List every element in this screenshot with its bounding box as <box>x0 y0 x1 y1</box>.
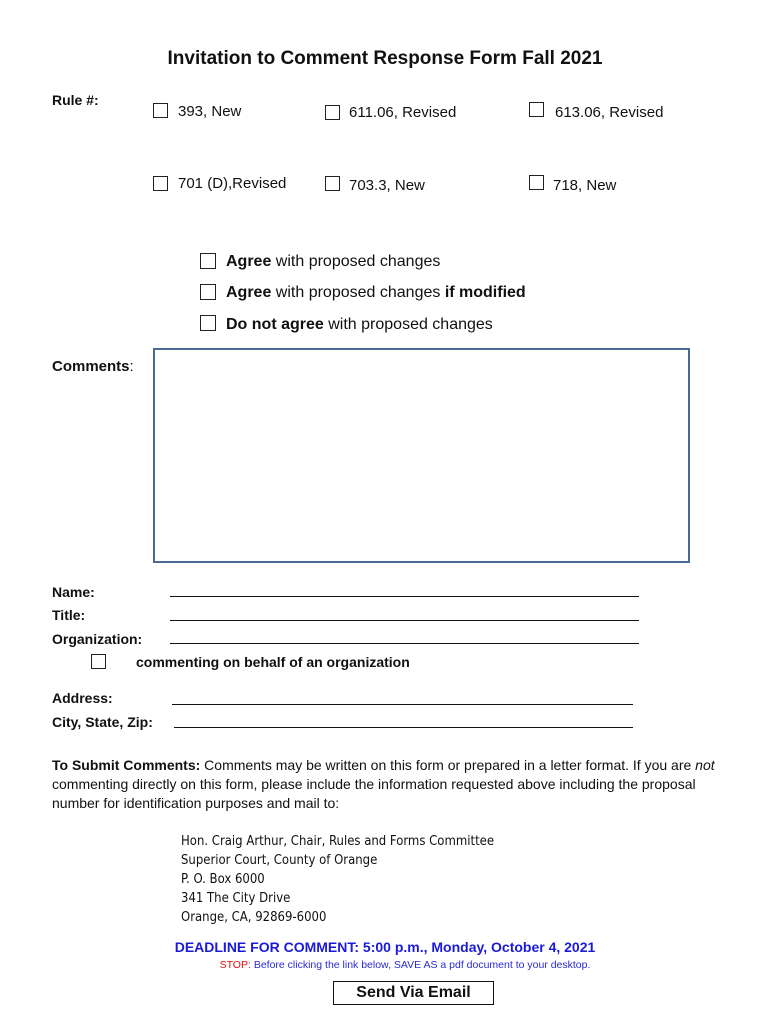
rule-718-label: 718, New <box>553 177 617 194</box>
address-line-2: Superior Court, County of Orange <box>181 853 378 868</box>
agree-label: Agree with proposed changes <box>226 253 441 270</box>
do-not-agree-checkbox[interactable] <box>200 315 216 331</box>
comments-textarea[interactable] <box>153 348 690 563</box>
submit-instructions: To Submit Comments: Comments may be written on this form or prepared in a letter format. If you are not commenting directly on this form, please include the information requested above including the proposal number for identification purposes and mail to: <box>52 757 715 811</box>
rule-393-checkbox[interactable] <box>153 103 168 118</box>
do-not-agree-label: Do not agree with proposed changes <box>226 316 493 333</box>
address-label: Address: <box>52 690 113 706</box>
rule-703-checkbox[interactable] <box>325 176 340 191</box>
rule-701-checkbox[interactable] <box>153 176 168 191</box>
address-input[interactable] <box>172 704 633 705</box>
page-title: Invitation to Comment Response Form Fall 2021 <box>167 48 603 69</box>
address-line-4: 341 The City Drive <box>181 891 291 906</box>
city-state-zip-input[interactable] <box>174 727 633 728</box>
agree-if-modified-label: Agree with proposed changes if modified <box>226 284 526 301</box>
on-behalf-checkbox[interactable] <box>91 654 106 669</box>
title-label: Title: <box>52 607 86 623</box>
agree-if-modified-checkbox[interactable] <box>200 284 216 300</box>
organization-input[interactable] <box>170 643 639 644</box>
address-line-5: Orange, CA, 92869-6000 <box>181 910 327 925</box>
stop-label: STOP: <box>219 959 251 971</box>
organization-label: Organization: <box>52 631 143 647</box>
agree-checkbox[interactable] <box>200 253 216 269</box>
rule-701-label: 701 (D),Revised <box>178 175 287 192</box>
comments-label: Comments: <box>52 358 134 375</box>
send-via-email-button[interactable]: Send Via Email <box>333 981 494 1005</box>
deadline-notice: DEADLINE FOR COMMENT: 5:00 p.m., Monday, October 4, 2021 <box>174 939 596 955</box>
rule-718-checkbox[interactable] <box>529 175 544 190</box>
city-state-zip-label: City, State, Zip: <box>52 714 153 730</box>
on-behalf-label: commenting on behalf of an organization <box>136 654 410 670</box>
address-line-3: P. O. Box 6000 <box>181 872 265 887</box>
rule-613-label: 613.06, Revised <box>555 104 664 121</box>
address-line-1: Hon. Craig Arthur, Chair, Rules and Forms Committee <box>181 834 495 849</box>
rule-611-label: 611.06, Revised <box>349 104 457 121</box>
name-label: Name: <box>52 584 95 600</box>
rule-611-checkbox[interactable] <box>325 105 340 120</box>
rule-label: Rule #: <box>52 92 99 108</box>
stop-notice: STOP: Before clicking the link below, SAVE AS a pdf document to your desktop. <box>219 959 591 971</box>
rule-393-label: 393, New <box>178 103 242 120</box>
rule-703-label: 703.3, New <box>349 177 425 194</box>
title-input[interactable] <box>170 620 639 621</box>
rule-613-checkbox[interactable] <box>529 102 544 117</box>
name-input[interactable] <box>170 596 639 597</box>
